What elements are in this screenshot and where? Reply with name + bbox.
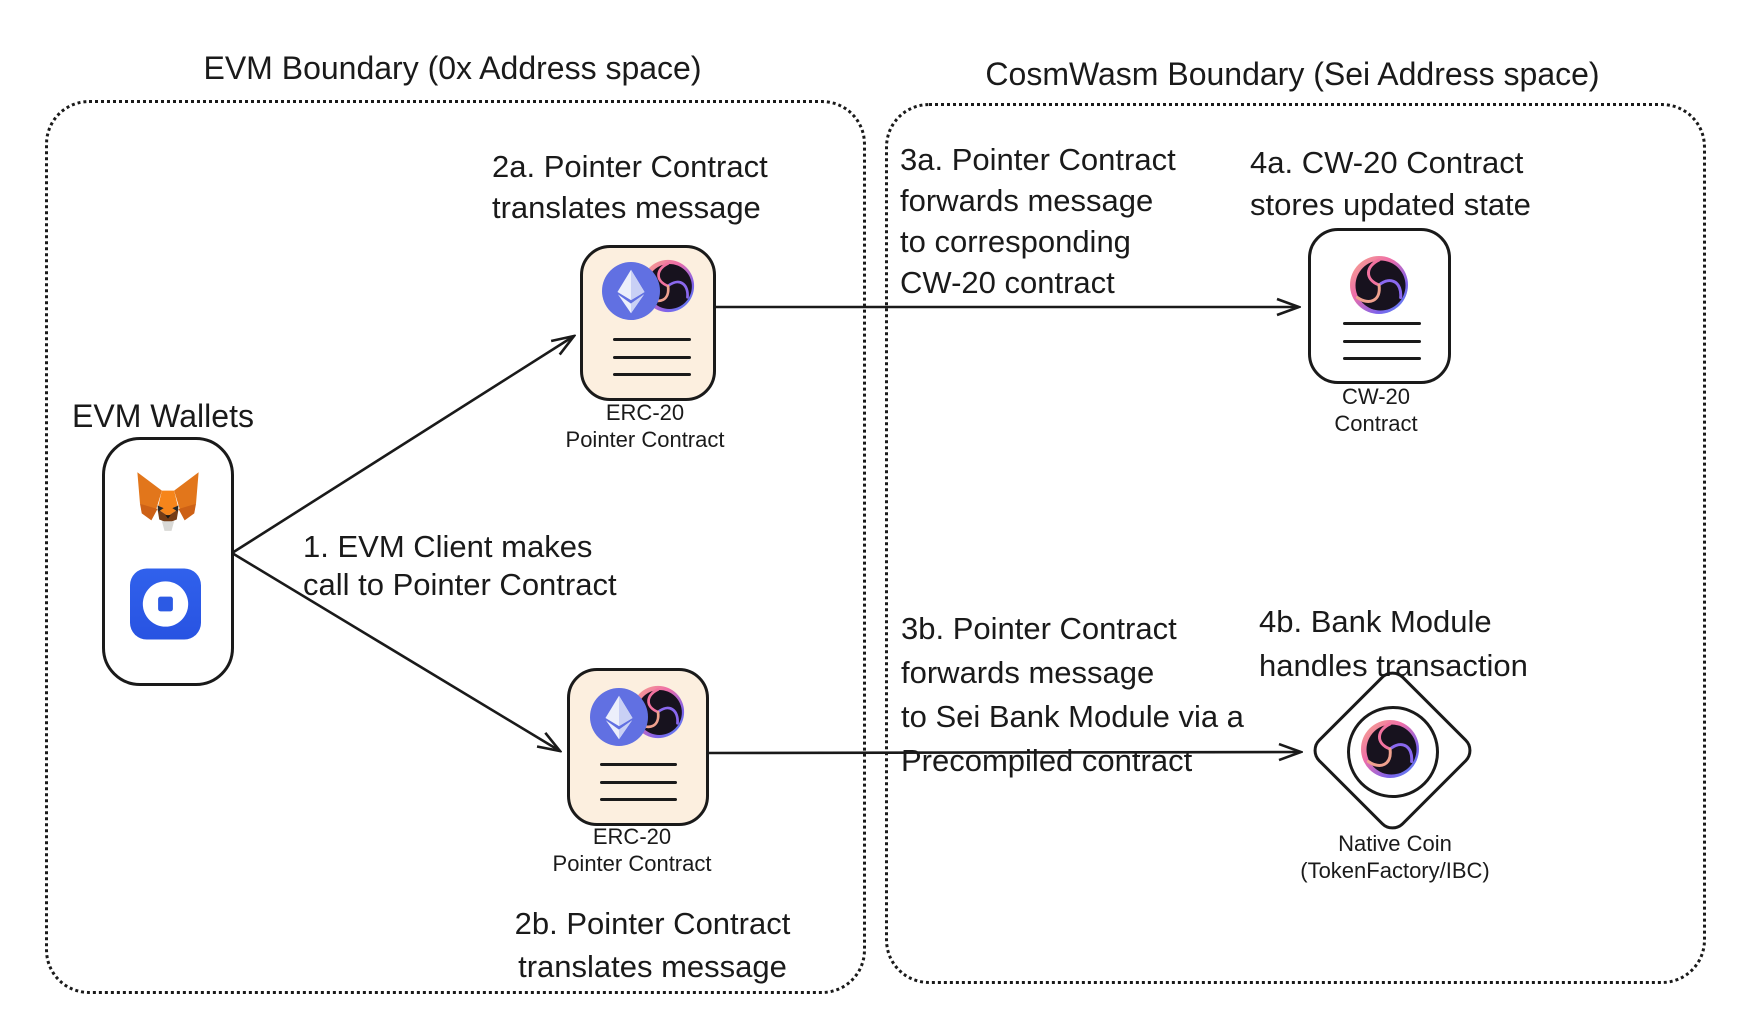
- cw20-contract-caption: CW-20 Contract: [1334, 384, 1418, 436]
- document-lines-icon: [613, 338, 691, 376]
- step3b-annotation: 3b. Pointer Contract forwards message to Sei Bank Module via a Precompiled contract: [901, 611, 1244, 778]
- erc20-pointer-contract-bottom: [567, 668, 709, 826]
- evm-wallets-box: [102, 437, 234, 686]
- cosmwasm-boundary-title: CosmWasm Boundary (Sei Address space): [985, 56, 1600, 92]
- erc20-pointer-contract-top: [580, 245, 716, 401]
- step2a-annotation: 2a. Pointer Contract translates message: [492, 149, 768, 225]
- coinbase-wallet-icon: [130, 568, 201, 640]
- step4a-annotation: 4a. CW-20 Contract stores updated state: [1250, 145, 1531, 222]
- erc20-pointer-contract-bottom-caption: ERC-20 Pointer Contract: [552, 824, 712, 876]
- ethereum-icon: [590, 688, 648, 746]
- evm-wallets-label: EVM Wallets: [72, 398, 254, 434]
- erc20-pointer-contract-top-caption: ERC-20 Pointer Contract: [565, 400, 725, 452]
- native-coin-caption: Native Coin (TokenFactory/IBC): [1300, 831, 1490, 883]
- ethereum-icon: [602, 262, 660, 320]
- step4b-annotation: 4b. Bank Module handles transaction: [1259, 604, 1528, 683]
- document-lines-icon: [1343, 322, 1421, 360]
- sei-icon: [1349, 255, 1409, 315]
- sei-icon: [1360, 719, 1420, 779]
- evm-boundary-title: EVM Boundary (0x Address space): [203, 50, 702, 86]
- step2b-annotation: 2b. Pointer Contract translates message: [514, 906, 791, 984]
- metamask-icon: [133, 469, 203, 535]
- document-lines-icon: [600, 763, 677, 801]
- step1-annotation: 1. EVM Client makes call to Pointer Contract: [303, 529, 617, 602]
- cw20-contract-box: [1308, 228, 1451, 384]
- arrow-step1-to-pointer-top: [232, 336, 574, 553]
- step3a-annotation: 3a. Pointer Contract forwards message to corresponding CW-20 contract: [900, 142, 1176, 300]
